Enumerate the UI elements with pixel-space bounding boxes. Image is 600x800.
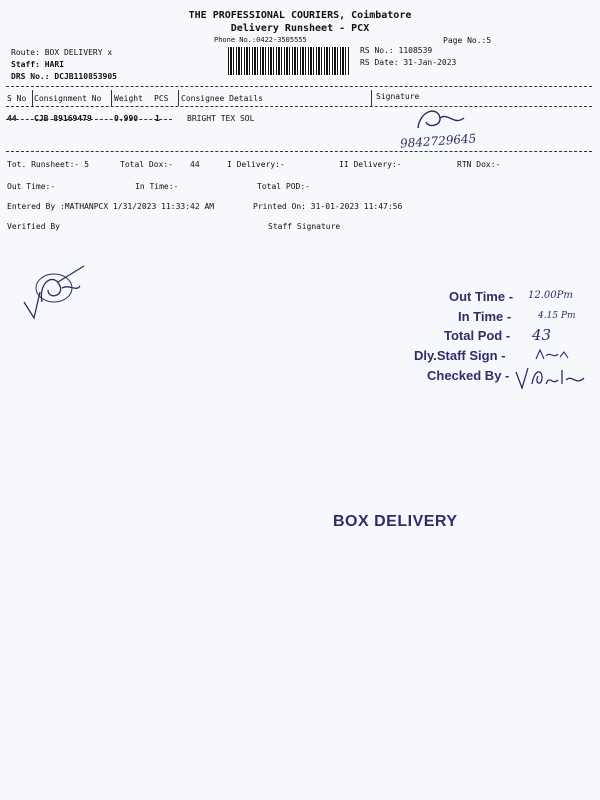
i-delivery: I Delivery:- [227,160,285,169]
table-top-rule [6,86,592,87]
printed-on: Printed On: 31-01-2023 11:47:56 [253,202,403,211]
row-consignee: BRIGHT TEX SOL [187,114,255,123]
col-divider [32,90,33,106]
stamp-checked-by-label: Checked By - [427,368,510,383]
verifier-signature [18,262,88,322]
row-sno: 44 [7,114,17,123]
staff-sign-scribble [534,347,574,363]
stamp-in-time-value: 4.15 Pm [538,311,576,321]
barcode [228,47,350,75]
row-strikethrough [6,119,172,120]
rtn-dox: RTN Dox:- [457,160,501,169]
staff-signature-label: Staff Signature [268,222,341,231]
total-pod: Total POD:- [257,182,310,191]
staff: Staff: HARI [11,60,64,69]
col-divider [111,90,112,106]
consignee-phone: 9842729645 [399,131,477,151]
header-sno: S No [7,94,27,103]
table-bottom-rule [6,151,592,152]
runsheet-title: Delivery Runsheet - PCX [230,23,370,34]
row-consignment: CJB 89169479 [34,114,92,123]
table-header-rule [6,106,592,107]
header-signature: Signature [376,92,420,101]
total-dox-value: 44 [190,160,200,169]
header-pcs: PCS [154,94,169,103]
out-time: Out Time:- [7,182,56,191]
total-runsheet: Tot. Runsheet:- 5 [7,160,89,169]
verified-by: Verified By [7,222,60,231]
stamp-in-time-label: In Time - [458,309,512,324]
checked-by-signature [512,362,590,392]
page-number: Page No.:5 [443,36,492,45]
header-consignee: Consignee Details [181,94,263,103]
col-divider [178,90,179,106]
header-consignment: Consignment No [34,94,102,103]
stamp-total-pod-value: 43 [532,326,552,344]
stamp-staff-sign-label: Dly.Staff Sign - [414,348,506,363]
stamp-total-pod-label: Total Pod - [444,328,511,343]
stamp-out-time-label: Out Time - [449,289,514,304]
entered-by: Entered By :MATHANPCX 1/31/2023 11:33:42 AM [7,202,215,211]
company-name: THE PROFESSIONAL COURIERS, Coimbatore [188,10,412,21]
consignee-signature [410,104,470,136]
phone-number: Phone No.:0422-3505555 [214,36,307,44]
row-weight: 0.990 [114,114,139,123]
row-pcs: 1 [155,114,160,123]
route: Route: BOX DELIVERY x [11,48,113,57]
drs-number: DRS No.: DCJB110853905 [11,72,117,81]
stamp-out-time-value: 12.00Pm [528,290,573,301]
in-time: In Time:- [135,182,179,191]
header-weight: Weight [114,94,143,103]
rs-date: RS Date: 31-Jan-2023 [360,58,457,67]
total-dox-label: Total Dox:- [120,160,173,169]
rs-number: RS No.: 1108539 [360,46,433,55]
ii-delivery: II Delivery:- [339,160,402,169]
col-divider [371,90,372,106]
box-delivery-stamp: BOX DELIVERY [333,513,458,530]
